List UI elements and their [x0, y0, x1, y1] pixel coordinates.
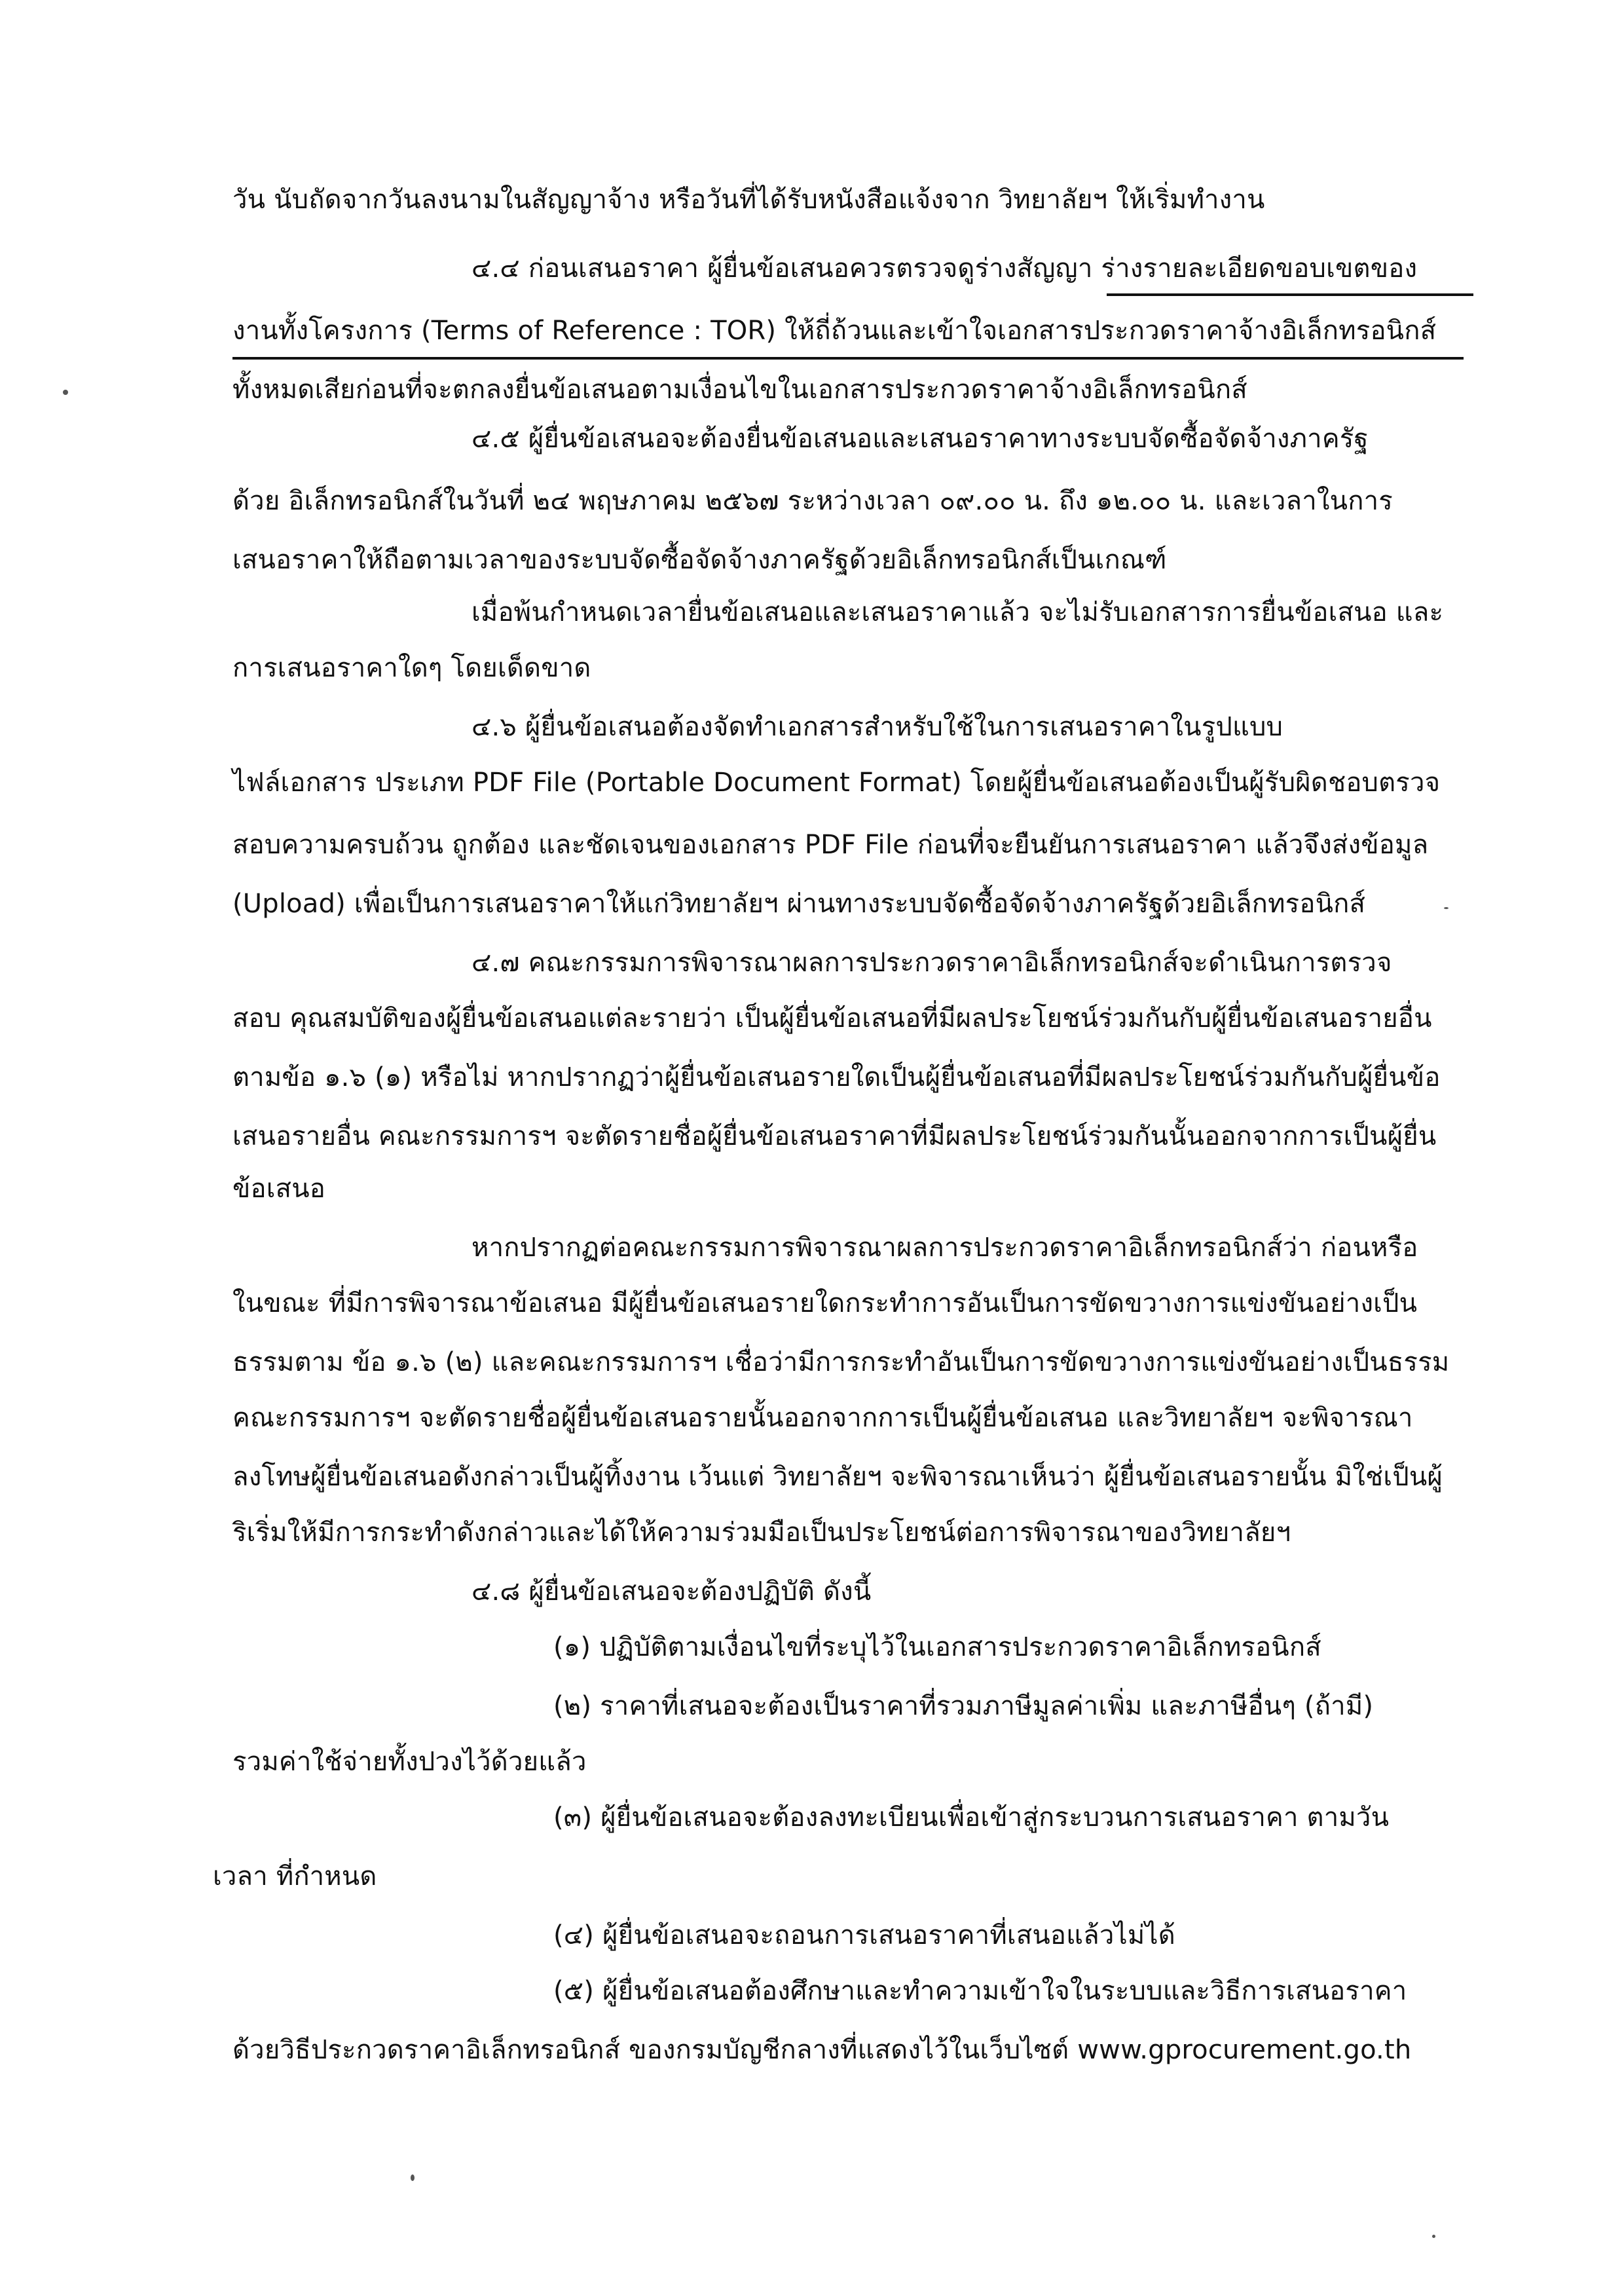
- scan-speck: [63, 390, 68, 395]
- clause-4-8: ๔.๘ ผู้ยื่นข้อเสนอจะต้องปฏิบัติ ดังนี้: [471, 1576, 872, 1607]
- clause-4-7: ๔.๗ คณะกรรมการพิจารณาผลการประกวดราคาอิเล็กทรอนิกส์จะดำเนินการตรวจ: [471, 948, 1392, 978]
- underline: [1107, 293, 1473, 296]
- text-line: ด้วยวิธีประกวดราคาอิเล็กทรอนิกส์ ของกรมบัญชีกลางที่แสดงไว้ในเว็บไซต์ www.gprocurement.go.th: [232, 2035, 1412, 2065]
- underline: [232, 357, 1464, 360]
- text-line: เสนอรายอื่น คณะกรรมการฯ จะตัดรายชื่อผู้ยื่นข้อเสนอราคาที่มีผลประโยชน์ร่วมกันนั้นออกจากการเป็นผู้ยื่น: [232, 1121, 1437, 1151]
- text-line: รวมค่าใช้จ่ายทั้งปวงไว้ด้วยแล้ว: [232, 1747, 587, 1777]
- text-line: ทั้งหมดเสียก่อนที่จะตกลงยื่นข้อเสนอตามเงื่อนไขในเอกสารประกวดราคาจ้างอิเล็กทรอนิกส์: [232, 375, 1247, 405]
- text-line: สอบ คุณสมบัติของผู้ยื่นข้อเสนอแต่ละรายว่า เป็นผู้ยื่นข้อเสนอที่มีผลประโยชน์ร่วมกันกับผู้ยื่นข้อเสนอรายอื่น: [232, 1003, 1432, 1034]
- text-line: การเสนอราคาใดๆ โดยเด็ดขาด: [232, 653, 591, 683]
- clause-4-5: ๔.๕ ผู้ยื่นข้อเสนอจะต้องยื่นข้อเสนอและเสนอราคาทางระบบจัดซื้อจัดจ้างภาครัฐ: [471, 424, 1369, 454]
- text-line: ลงโทษผู้ยื่นข้อเสนอดังกล่าวเป็นผู้ทิ้งงาน เว้นแต่ วิทยาลัยฯ จะพิจารณาเห็นว่า ผู้ยื่นข้อเสนอรายนั้น มิใช่เป็นผู้: [232, 1462, 1443, 1492]
- list-item: (๑) ปฏิบัติตามเงื่อนไขที่ระบุไว้ในเอกสารประกวดราคาอิเล็กทรอนิกส์: [553, 1632, 1321, 1662]
- list-item: (๓) ผู้ยื่นข้อเสนอจะต้องลงทะเบียนเพื่อเข้าสู่กระบวนการเสนอราคา ตามวัน: [553, 1802, 1390, 1833]
- text-line: เมื่อพ้นกำหนดเวลายื่นข้อเสนอและเสนอราคาแล้ว จะไม่รับเอกสารการยื่นข้อเสนอ และ: [471, 597, 1444, 627]
- list-item: (๔) ผู้ยื่นข้อเสนอจะถอนการเสนอราคาที่เสนอแล้วไม่ได้: [553, 1920, 1175, 1950]
- text-line: ธรรมตาม ข้อ ๑.๖ (๒) และคณะกรรมการฯ เชื่อว่ามีการกระทำอันเป็นการขัดขวางการแข่งขันอย่างเป็นธรรม: [232, 1347, 1450, 1377]
- text-line: ตามข้อ ๑.๖ (๑) หรือไม่ หากปรากฏว่าผู้ยื่นข้อเสนอรายใดเป็นผู้ยื่นข้อเสนอที่มีผลประโยชน์ร่วมกันกับผู้ยื่นข้อ: [232, 1062, 1441, 1092]
- clause-4-6: ๔.๖ ผู้ยื่นข้อเสนอต้องจัดทำเอกสารสำหรับใช้ในการเสนอราคาในรูปแบบ: [471, 712, 1283, 742]
- text-line: ริเริ่มให้มีการกระทำดังกล่าวและได้ให้ความร่วมมือเป็นประโยชน์ต่อการพิจารณาของวิทยาลัยฯ: [232, 1518, 1291, 1548]
- text-line: ไฟล์เอกสาร ประเภท PDF File (Portable Document Format) โดยผู้ยื่นข้อเสนอต้องเป็นผู้รับผิดชอบตรวจ: [232, 768, 1441, 798]
- scan-speck: [1444, 907, 1449, 909]
- list-item: (๒) ราคาที่เสนอจะต้องเป็นราคาที่รวมภาษีมูลค่าเพิ่ม และภาษีอื่นๆ (ถ้ามี): [553, 1691, 1374, 1721]
- text-line: วัน นับถัดจากวันลงนามในสัญญาจ้าง หรือวันที่ได้รับหนังสือแจ้งจาก วิทยาลัยฯ ให้เริ่มทำงาน: [232, 185, 1265, 215]
- scan-speck: [1432, 2235, 1435, 2238]
- text-line: ด้วย อิเล็กทรอนิกส์ในวันที่ ๒๔ พฤษภาคม ๒๕๖๗ ระหว่างเวลา ๐๙.๐๐ น. ถึง ๑๒.๐๐ น. และเวลาในการ: [232, 486, 1393, 516]
- text-line: เสนอราคาให้ถือตามเวลาของระบบจัดซื้อจัดจ้างภาครัฐด้วยอิเล็กทรอนิกส์เป็นเกณฑ์: [232, 545, 1167, 575]
- text-line: (Upload) เพื่อเป็นการเสนอราคาให้แก่วิทยาลัยฯ ผ่านทางระบบจัดซื้อจัดจ้างภาครัฐด้วยอิเล็กทรอนิกส์: [232, 889, 1366, 919]
- text-line: หากปรากฏต่อคณะกรรมการพิจารณาผลการประกวดราคาอิเล็กทรอนิกส์ว่า ก่อนหรือ: [471, 1233, 1418, 1263]
- text-line: สอบความครบถ้วน ถูกต้อง และชัดเจนของเอกสาร PDF File ก่อนที่จะยืนยันการเสนอราคา แล้วจึงส่งข้อมูล: [232, 830, 1429, 860]
- text-line: งานทั้งโครงการ (Terms of Reference : TOR) ให้ถี่ถ้วนและเข้าใจเอกสารประกวดราคาจ้างอิเล็กทรอนิกส์: [232, 316, 1437, 346]
- text-line: ข้อเสนอ: [232, 1174, 326, 1204]
- text-line: คณะกรรมการฯ จะตัดรายชื่อผู้ยื่นข้อเสนอรายนั้นออกจากการเป็นผู้ยื่นข้อเสนอ และวิทยาลัยฯ จะพิจารณา: [232, 1403, 1413, 1433]
- list-item: (๕) ผู้ยื่นข้อเสนอต้องศึกษาและทำความเข้าใจในระบบและวิธีการเสนอราคา: [553, 1976, 1407, 2006]
- scan-speck: [411, 2174, 415, 2181]
- clause-4-4: ๔.๔ ก่อนเสนอราคา ผู้ยื่นข้อเสนอควรตรวจดูร่างสัญญา ร่างรายละเอียดขอบเขตของ: [471, 253, 1418, 284]
- text-line: ในขณะ ที่มีการพิจารณาข้อเสนอ มีผู้ยื่นข้อเสนอรายใดกระทำการอันเป็นการขัดขวางการแข่งขันอย่างเป็น: [232, 1288, 1418, 1318]
- text-line: เวลา ที่กำหนด: [213, 1861, 377, 1892]
